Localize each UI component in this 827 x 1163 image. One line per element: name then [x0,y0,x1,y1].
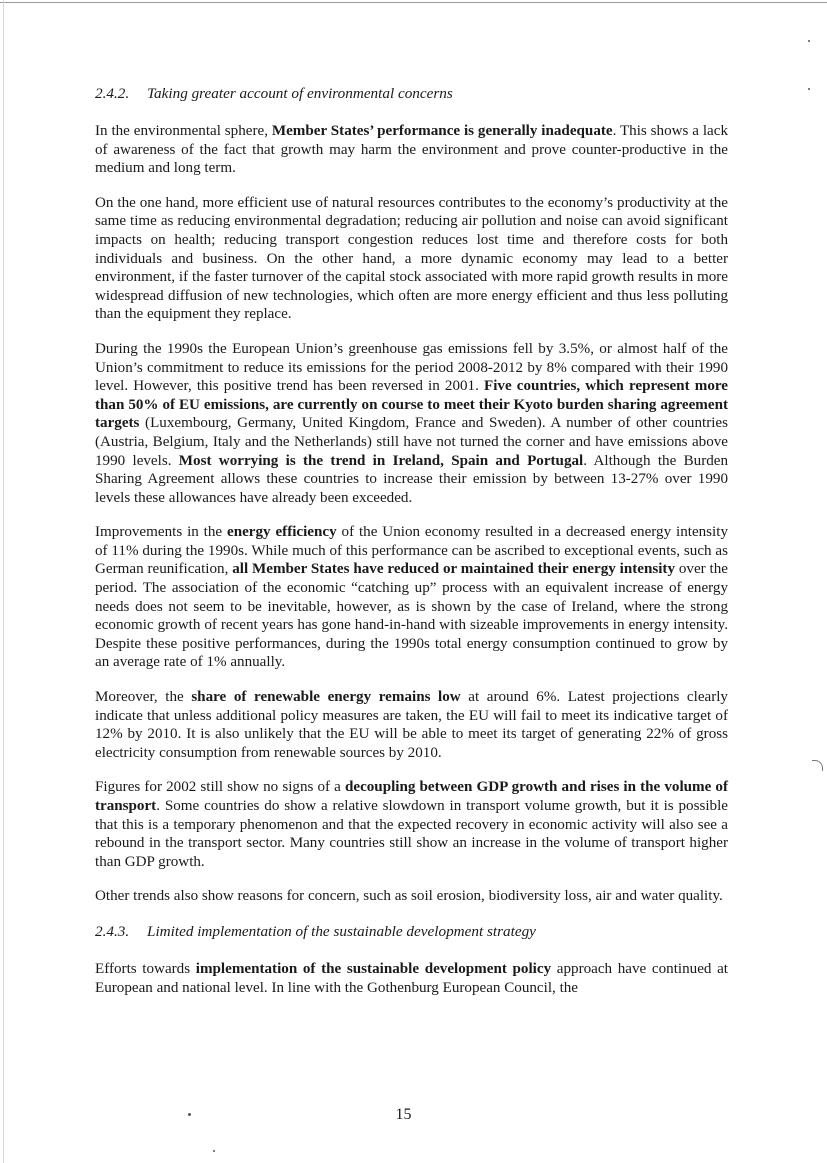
document-page [95,84,728,1013]
scan-speck [188,1113,191,1116]
section-number: 2.4.2. [95,85,130,102]
scan-top-border [0,2,827,3]
emphasis: decoupling between GDP growth and rises in the volume of transport [95,779,728,814]
scan-left-border [3,0,4,1163]
page-number: 15 [395,1106,412,1123]
emphasis: Most worrying is the trend in Ireland, Spain and Portugal [178,452,584,469]
scan-speck [808,40,810,42]
paragraph-other-trends: Other trends also show reasons for concern, such as soil erosion, biodiversity loss, air and water quality. [95,888,723,905]
scan-speck [213,1150,215,1152]
emphasis: energy efficiency [227,524,337,541]
section-number: 2.4.3. [95,922,130,940]
emphasis: all Member States have reduced or maintained their energy intensity [232,561,676,578]
paragraph-resource-efficiency: On the one hand, more efficient use of natural resources contributes to the economy’s productivity at the same time as reducing environmental degradation; reducing air pollution and noise can avoid significant impacts on health; reducing transport congestion reduces lost time and therefore costs for both individuals and business. On the other hand, a more dynamic economy may lead to a better environment, if the faster turnover of the capital stock associated with more rapid growth results in more widespread diffusion of new technologies, which often are more energy efficient and thus less polluting than the equipment they replace. [95,194,728,323]
paragraph-environmental-performance: In the environmental sphere, Member States’ performance is generally inadequate. This shows a lack of awareness of the fact that growth may harm the environment and prove counter-productive in the medium and long term. [95,123,728,177]
emphasis: Five countries, which represent more than 50% of EU emissions, are currently on course to meet their Kyoto burden sharing agreement targets [95,378,728,432]
scan-mark [812,760,823,771]
paragraph-sustainable-development: Efforts towards implementation of the sustainable development policy approach have continued at European and national level. In line with the Gothenburg European Council, the [95,960,728,996]
section-heading-2-4-3 [95,922,728,942]
emphasis: Member States’ performance is generally inadequate [271,123,613,139]
emphasis: implementation of the sustainable development policy [195,960,552,977]
paragraph-greenhouse-emissions: During the 1990s the European Union’s greenhouse gas emissions fell by 3.5%, or almost half of the Union’s commitment to reduce its emissions for the period 2008-2012 by 8% compared with their 1990 level. However, this positive trend has been reversed in 2001. Five countries, which represent more than 50% of EU emissions, are currently on course to meet their Kyoto burden sharing agreement targets (Luxembourg, Germany, United Kingdom, France and Sweden). A number of other countries (Austria, Belgium, Italy and the Netherlands) still have not turned the corner and have emissions above 1990 levels. Most worrying is the trend in Ireland, Spain and Portugal. Although the Burden Sharing Agreement allows these countries to increase their emission by between 13-27% over 1990 levels these allowances have already been exceeded. [95,340,729,506]
paragraph-transport-decoupling: Figures for 2002 still show no signs of a decoupling between GDP growth and rises in the volume of transport. Some countries do show a relative slowdown in transport volume growth, but it is possible that this is a temporary phenomenon and that the expected recovery in economic activity will also see a rebound in the transport sector. Many countries still show an increase in the volume of transport higher than GDP growth. [95,779,728,870]
scan-speck [808,88,810,90]
section-heading-2-4-2 [95,84,728,104]
section-title: Limited implementation of the sustainable development strategy [147,922,536,940]
section-title: Taking greater account of environmental concerns [147,85,453,102]
emphasis: share of renewable energy remains low [191,689,461,706]
paragraph-energy-efficiency: Improvements in the energy efficiency of the Union economy resulted in a decreased energy intensity of 11% during the 1990s. While much of this performance can be ascribed to exceptional events, such as German reunification, all Member States have reduced or maintained their energy intensity over the period. The association of the economic “catching up” process with an equivalent increase of energy needs does not seem to be inevitable, however, as is shown by the case of Ireland, where the strong economic growth of recent years has gone hand-in-hand with sizeable improvements in energy intensity. Despite these positive performances, during the 1990s total energy consumption continued to grow by an average rate of 1% annually. [95,524,728,671]
paragraph-renewable-energy: Moreover, the share of renewable energy remains low at around 6%. Latest projections clearly indicate that unless additional policy measures are taken, the EU will fail to meet its indicative target of 12% by 2010. It is also unlikely that the EU will be able to meet its target of generating 22% of gross electricity consumption from renewable sources by 2010. [95,689,728,761]
